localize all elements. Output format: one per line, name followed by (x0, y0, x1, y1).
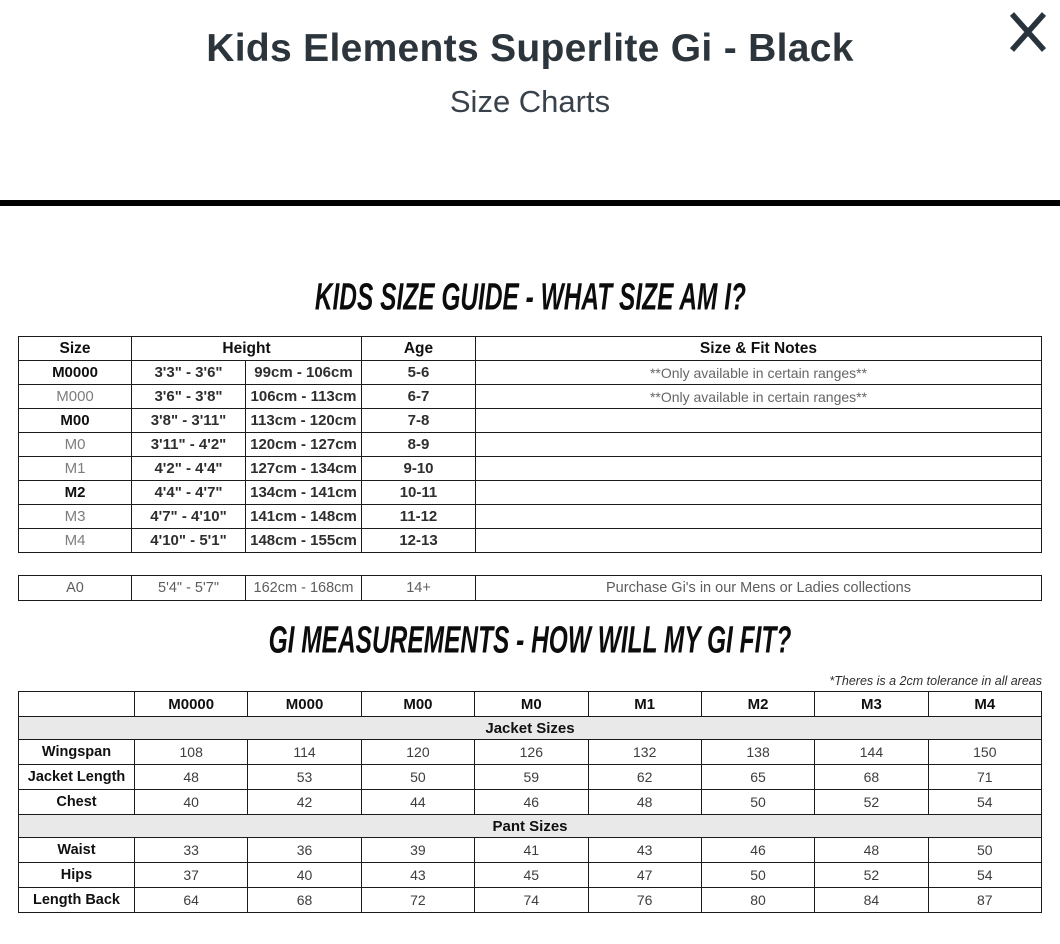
col-header: M3 (815, 692, 928, 717)
size-cell: M3 (19, 505, 132, 529)
value-cell: 33 (135, 838, 248, 863)
value-cell: 50 (928, 838, 1041, 863)
table-row (19, 888, 1042, 913)
value-cell: 48 (135, 765, 248, 790)
modal-header (0, 0, 1060, 200)
value-cell: 45 (475, 863, 588, 888)
value-cell: 71 (928, 765, 1041, 790)
value-cell: 52 (815, 863, 928, 888)
col-header: M4 (928, 692, 1041, 717)
height-cm-cell: 148cm - 155cm (246, 529, 362, 553)
size-guide-heading: KIDS SIZE GUIDE - WHAT SIZE AM I? (314, 275, 746, 319)
notes-cell (476, 505, 1042, 529)
col-header: M0 (475, 692, 588, 717)
height-ft-cell: 4'7" - 4'10" (132, 505, 246, 529)
value-cell: 43 (588, 838, 701, 863)
value-cell: 50 (701, 790, 814, 815)
value-cell: 44 (361, 790, 474, 815)
table-row (19, 361, 1042, 385)
notes-cell: Purchase Gi's in our Mens or Ladies collections (476, 576, 1042, 601)
table-row (19, 433, 1042, 457)
value-cell: 72 (361, 888, 474, 913)
row-label-cell: Waist (19, 838, 135, 863)
height-ft-cell: 4'10" - 5'1" (132, 529, 246, 553)
age-cell: 8-9 (362, 433, 476, 457)
value-cell: 144 (815, 740, 928, 765)
value-cell: 43 (361, 863, 474, 888)
value-cell: 68 (248, 888, 361, 913)
value-cell: 50 (361, 765, 474, 790)
size-cell: M2 (19, 481, 132, 505)
notes-cell: **Only available in certain ranges** (476, 385, 1042, 409)
height-cm-cell: 120cm - 127cm (246, 433, 362, 457)
col-header-height: Height (132, 337, 362, 361)
age-cell: 5-6 (362, 361, 476, 385)
section-band-row (19, 717, 1042, 740)
value-cell: 80 (701, 888, 814, 913)
height-ft-cell: 3'6" - 3'8" (132, 385, 246, 409)
value-cell: 36 (248, 838, 361, 863)
size-cell: M1 (19, 457, 132, 481)
value-cell: 62 (588, 765, 701, 790)
value-cell: 46 (701, 838, 814, 863)
tolerance-note: *Theres is a 2cm tolerance in all areas (829, 674, 1042, 688)
table-row (19, 790, 1042, 815)
height-cm-cell: 141cm - 148cm (246, 505, 362, 529)
value-cell: 132 (588, 740, 701, 765)
value-cell: 68 (815, 765, 928, 790)
value-cell: 41 (475, 838, 588, 863)
value-cell: 114 (248, 740, 361, 765)
value-cell: 76 (588, 888, 701, 913)
value-cell: 48 (815, 838, 928, 863)
height-cm-cell: 134cm - 141cm (246, 481, 362, 505)
kids-size-guide-table (18, 336, 1042, 553)
value-cell: 42 (248, 790, 361, 815)
value-cell: 47 (588, 863, 701, 888)
size-cell: A0 (19, 576, 132, 601)
age-cell: 14+ (362, 576, 476, 601)
row-label-cell: Chest (19, 790, 135, 815)
col-header: M000 (248, 692, 361, 717)
age-cell: 10-11 (362, 481, 476, 505)
col-header-size: Size (19, 337, 132, 361)
age-cell: 7-8 (362, 409, 476, 433)
value-cell: 54 (928, 863, 1041, 888)
height-ft-cell: 3'11" - 4'2" (132, 433, 246, 457)
age-cell: 12-13 (362, 529, 476, 553)
notes-cell: **Only available in certain ranges** (476, 361, 1042, 385)
height-cm-cell: 162cm - 168cm (246, 576, 362, 601)
height-cm-cell: 113cm - 120cm (246, 409, 362, 433)
value-cell: 150 (928, 740, 1041, 765)
age-cell: 9-10 (362, 457, 476, 481)
section-band-row (19, 815, 1042, 838)
value-cell: 65 (701, 765, 814, 790)
value-cell: 46 (475, 790, 588, 815)
value-cell: 48 (588, 790, 701, 815)
col-header-age: Age (362, 337, 476, 361)
value-cell: 54 (928, 790, 1041, 815)
row-label-cell: Hips (19, 863, 135, 888)
height-ft-cell: 3'8" - 3'11" (132, 409, 246, 433)
table-row (19, 409, 1042, 433)
height-ft-cell: 5'4" - 5'7" (132, 576, 246, 601)
col-header: M2 (701, 692, 814, 717)
row-label-cell: Jacket Length (19, 765, 135, 790)
size-cell: M000 (19, 385, 132, 409)
measurements-heading: GI MEASUREMENTS - HOW WILL MY GI FIT? (268, 618, 792, 662)
value-cell: 40 (135, 790, 248, 815)
height-ft-cell: 4'4" - 4'7" (132, 481, 246, 505)
table-row (19, 505, 1042, 529)
value-cell: 87 (928, 888, 1041, 913)
close-button[interactable] (1004, 8, 1052, 56)
value-cell: 74 (475, 888, 588, 913)
table-row (19, 481, 1042, 505)
page-title: Kids Elements Superlite Gi - Black (206, 27, 854, 70)
size-cell: M4 (19, 529, 132, 553)
table-row (19, 740, 1042, 765)
notes-cell (476, 433, 1042, 457)
header-divider (0, 200, 1060, 206)
value-cell: 126 (475, 740, 588, 765)
gi-measurements-table (18, 691, 1042, 913)
notes-cell (476, 457, 1042, 481)
modal-subtitle: Size Charts (449, 84, 611, 119)
table-row (19, 385, 1042, 409)
table-row (19, 863, 1042, 888)
table-row (19, 457, 1042, 481)
size-charts-content (0, 275, 1060, 913)
table-row (19, 765, 1042, 790)
height-ft-cell: 3'3" - 3'6" (132, 361, 246, 385)
col-header: M00 (361, 692, 474, 717)
notes-cell (476, 481, 1042, 505)
height-ft-cell: 4'2" - 4'4" (132, 457, 246, 481)
table-row (19, 529, 1042, 553)
section-band-label: Jacket Sizes (19, 717, 1042, 740)
notes-cell (476, 529, 1042, 553)
value-cell: 138 (701, 740, 814, 765)
empty-corner-cell (19, 692, 135, 717)
height-cm-cell: 99cm - 106cm (246, 361, 362, 385)
height-cm-cell: 106cm - 113cm (246, 385, 362, 409)
table-header-row (19, 337, 1042, 361)
col-header: M0000 (135, 692, 248, 717)
row-label-cell: Length Back (19, 888, 135, 913)
value-cell: 84 (815, 888, 928, 913)
value-cell: 52 (815, 790, 928, 815)
value-cell: 40 (248, 863, 361, 888)
value-cell: 120 (361, 740, 474, 765)
table-row (19, 838, 1042, 863)
close-icon (1005, 43, 1051, 58)
row-label-cell: Wingspan (19, 740, 135, 765)
value-cell: 64 (135, 888, 248, 913)
value-cell: 59 (475, 765, 588, 790)
value-cell: 53 (248, 765, 361, 790)
size-cell: M00 (19, 409, 132, 433)
notes-cell (476, 409, 1042, 433)
height-cm-cell: 127cm - 134cm (246, 457, 362, 481)
value-cell: 39 (361, 838, 474, 863)
value-cell: 37 (135, 863, 248, 888)
size-cell: M0 (19, 433, 132, 457)
table-header-row (19, 692, 1042, 717)
col-header: M1 (588, 692, 701, 717)
col-header-notes: Size & Fit Notes (476, 337, 1042, 361)
age-cell: 6-7 (362, 385, 476, 409)
adult-size-table (18, 575, 1042, 601)
size-cell: M0000 (19, 361, 132, 385)
table-row (19, 576, 1042, 601)
value-cell: 50 (701, 863, 814, 888)
value-cell: 108 (135, 740, 248, 765)
age-cell: 11-12 (362, 505, 476, 529)
section-band-label: Pant Sizes (19, 815, 1042, 838)
